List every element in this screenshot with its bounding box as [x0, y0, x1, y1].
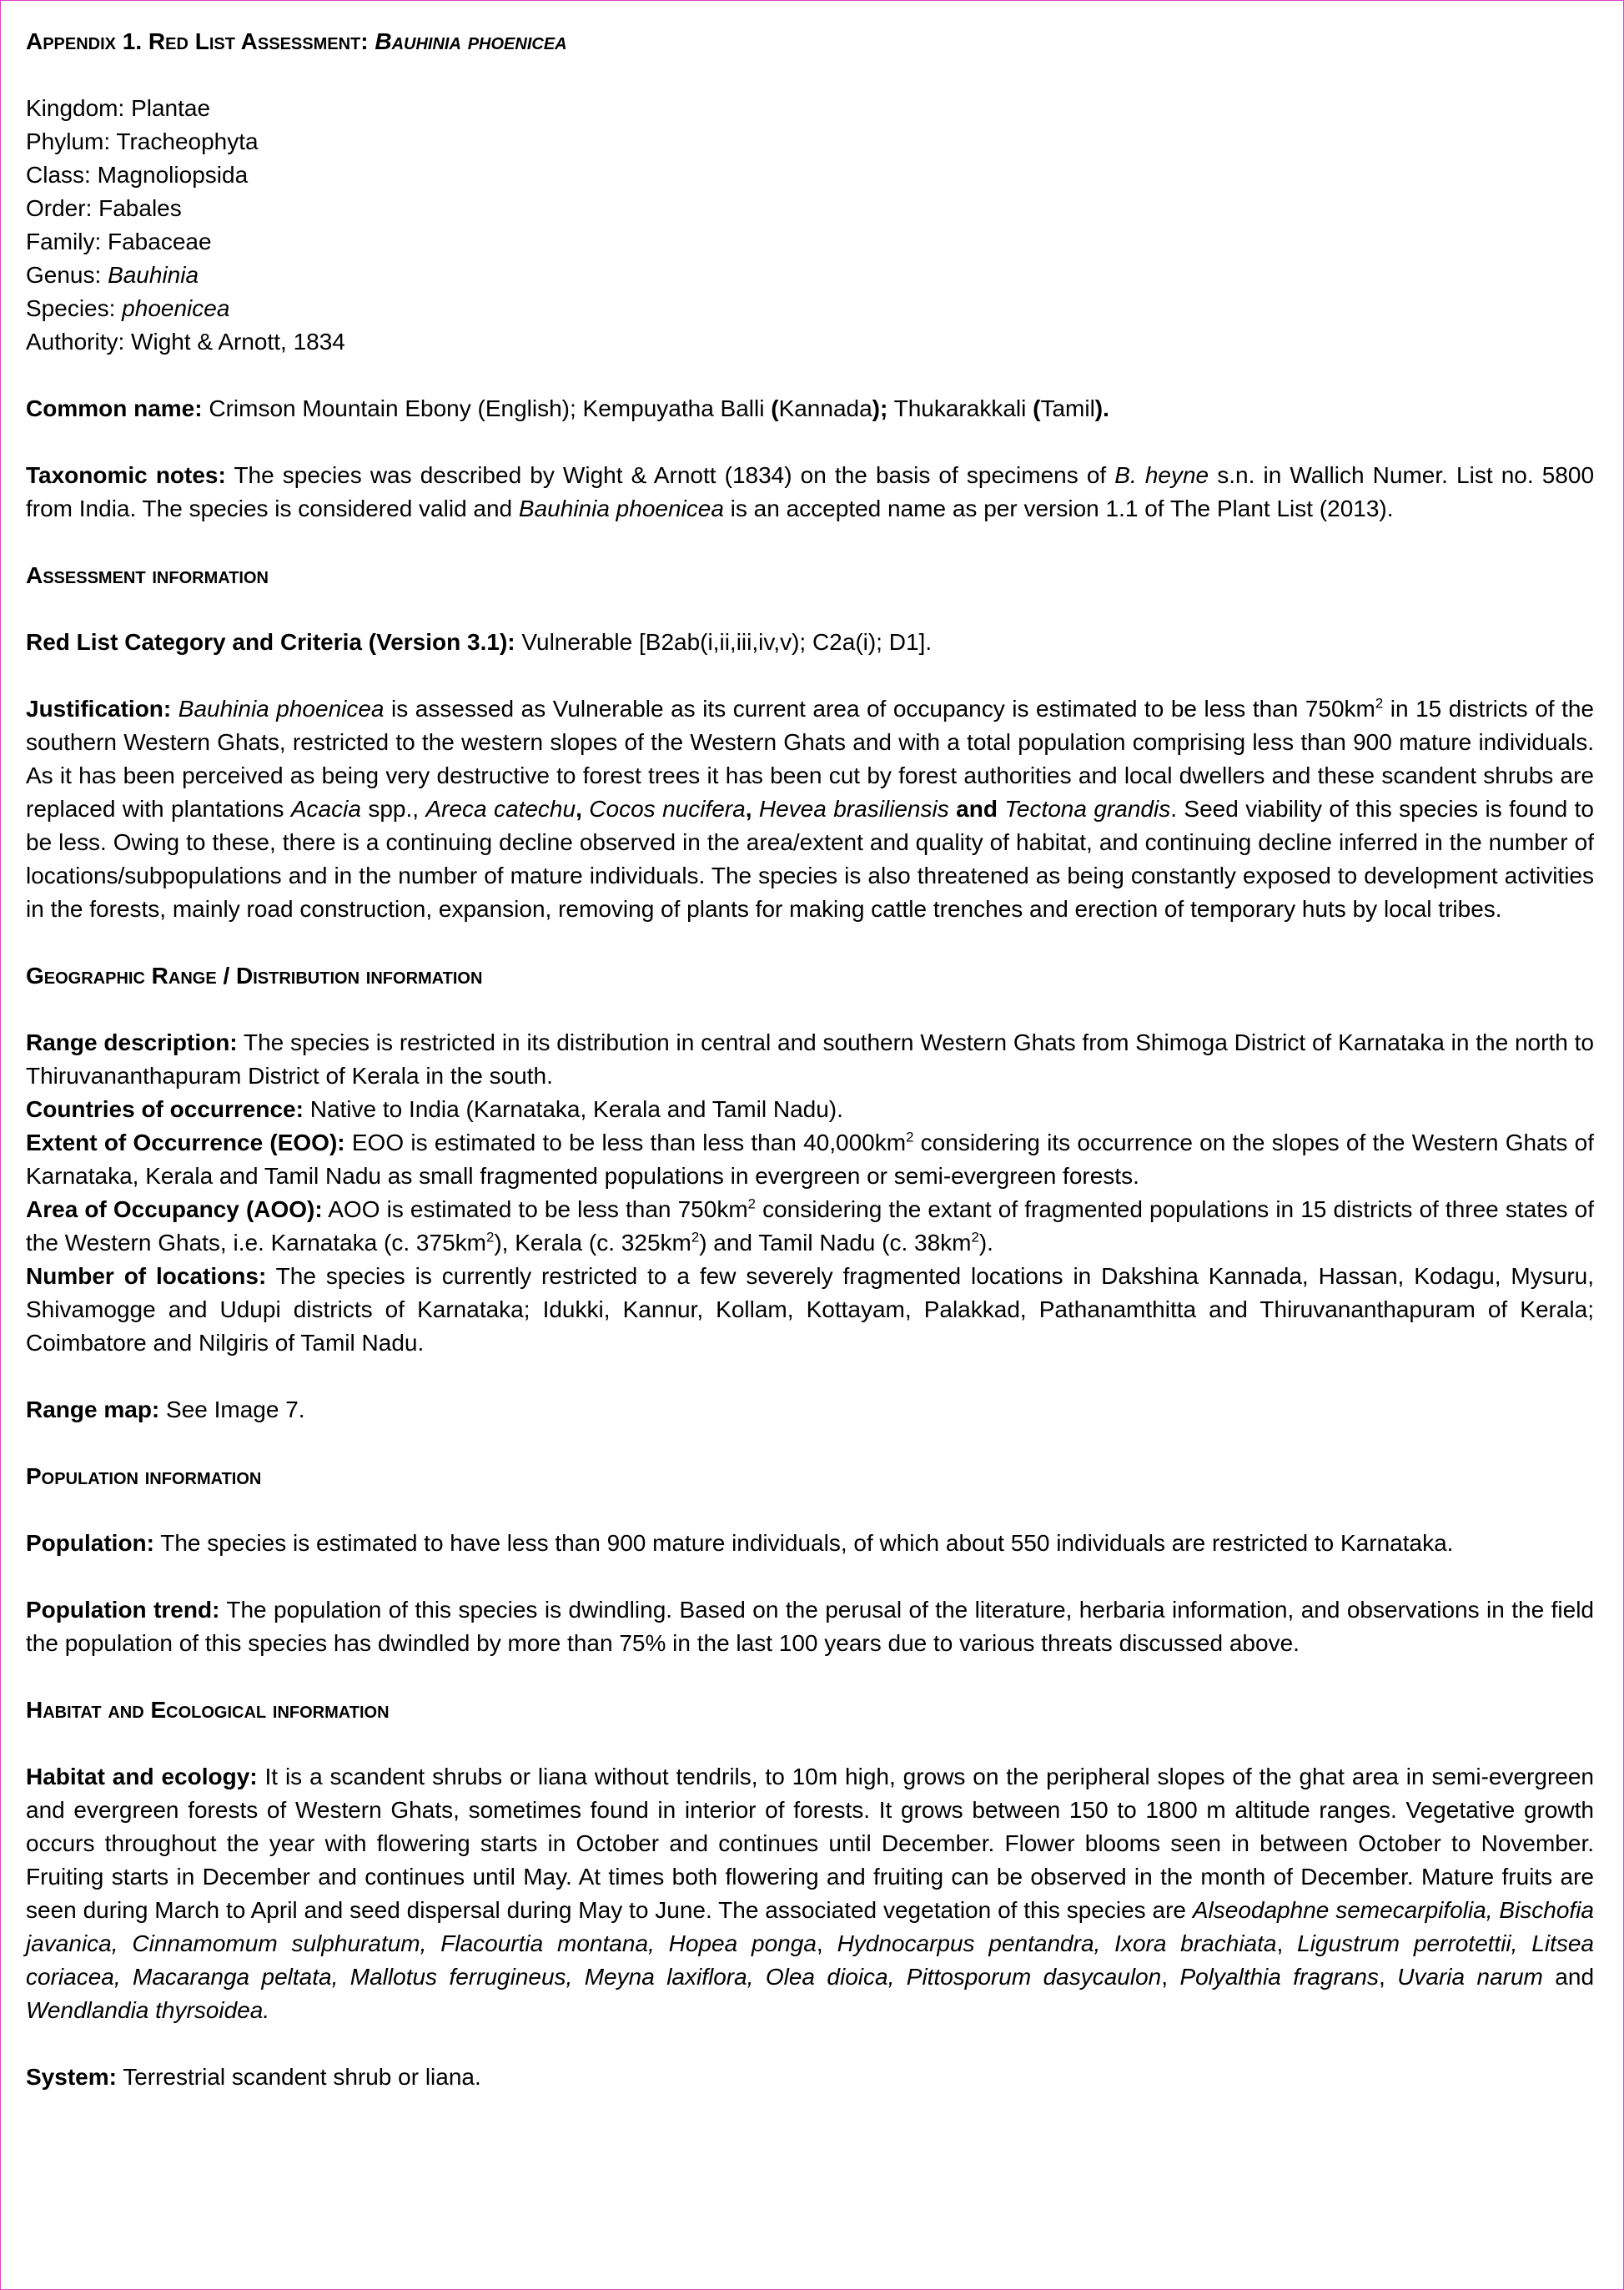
- common-name: Common name: Crimson Mountain Ebony (English); Kempuyatha Balli (Kannada); Thukarakkali (Tamil).: [26, 395, 1109, 421]
- population-trend: Population trend: The population of this species is dwindling. Based on the perusal of the literature, herbaria information, and observations in the field the population of this species has dwindled by more than 75% in the last 100 years due to various threats discussed above.: [26, 1597, 1594, 1656]
- extent-of-occurrence: Extent of Occurrence (EOO): EOO is estimated to be less than less than $40,000km^2$ considering its occurrence on the slopes of the Western Ghats of Karnataka, Kerala and Tamil Nadu as small fragmented populations in evergreen or semi-evergreen forests.: [26, 1129, 1595, 1189]
- taxonomy-phylum: Phylum: Tracheophyta: [26, 128, 259, 154]
- document-body: [26, 25, 1594, 2094]
- taxonomy-authority: Authority: Wight & Arnott, 1834: [26, 329, 345, 355]
- taxonomic-notes: Taxonomic notes: The species was described by Wight & Arnott (1834) on the basis of specimens of B. heyne s.n. in Wallich Numer. List no. 5800 from India. The species is considered valid and Bauhinia phoenicea is an accepted name as per version 1.1 of The Plant List (2013).: [26, 462, 1595, 521]
- population: Population: The species is estimated to have less than 900 mature individuals, of which about 550 individuals are restricted to Karnataka.: [26, 1530, 1454, 1556]
- taxonomy-genus: Genus: Bauhinia: [26, 262, 199, 288]
- habitat-and-ecology: Habitat and ecology: It is a scandent shrubs or liana without tendrils, to 10m high, grows on the peripheral slopes of the ghat area in semi-evergreen and evergreen forests of Western Ghats, sometimes found in interior of forests. It grows between 150 to 1800 m altitude ranges. Vegetative growth occurs throughout the year with flowering starts in October and continues until December. Flower blooms seen in between October to November. Fruiting starts in December and continues until May. At times both flowering and fruiting can be observed in the month of December. Mature fruits are seen during March to April and seed dispersal during May to June. The associated vegetation of this species are Alseodaphne semecarpifolia, Bischofia javanica, Cinnamomum sulphuratum, Flacourtia montana, Hopea ponga, Hydnocarpus pentandra, Ixora brachiata, Ligustrum perrotettii, Litsea coriacea, Macaranga peltata, Mallotus ferrugineus, Meyna laxiflora, Olea dioica, Pittosporum dasycaulon, Polyalthia fragrans, Uvaria narum and Wendlandia thyrsoidea.: [26, 1764, 1595, 2023]
- habitat-heading: Habitat and Ecological information: [26, 1697, 390, 1723]
- assessment-heading: Assessment information: [26, 562, 269, 588]
- taxonomy-kingdom: Kingdom: Plantae: [26, 95, 211, 121]
- title-species: Bauhinia phoenicea: [375, 28, 567, 54]
- taxonomy-order: Order: Fabales: [26, 195, 182, 221]
- taxonomy-species: Species: phoenicea: [26, 295, 230, 321]
- range-description: Range description: The species is restricted in its distribution in central and southern Western Ghats from Shimoga District of Karnataka in the north to Thiruvananthapuram District of Kerala in the south.: [26, 1029, 1594, 1089]
- justification: Justification: Bauhinia phoenicea is assessed as Vulnerable as its current area of occupancy is estimated to be less than $750km^2$ in 15 districts of the southern Western Ghats, restricted to the western slopes of the Western Ghats and with a total population comprising less than 900 mature individuals. As it has been perceived as being very destructive to forest trees it has been cut by forest authorities and local dwellers and these scandent shrubs are replaced with plantations Acacia spp., Areca catechu, Cocos nucifera, Hevea brasiliensis and Tectona grandis. Seed viability of this species is found to be less. Owing to these, there is a continuing decline observed in the area/extent and quality of habitat, and continuing decline inferred in the number of locations/subpopulations and in the number of mature individuals. The species is also threatened as being constantly exposed to development activities in the forests, mainly road construction, expansion, removing of plants for making cattle trenches and erection of temporary huts by local tribes.: [26, 695, 1595, 922]
- range-map: Range map: See Image 7.: [26, 1397, 305, 1422]
- area-of-occupancy: Area of Occupancy (AOO): AOO is estimated to be less than $750km^2$ considering the extant of fragmented populations in 15 districts of three states of the Western Ghats, i.e. Karnataka (c. $375km^2$), Kerala (c. $325km^2$) and Tamil Nadu (c. $38km^2$).: [26, 1195, 1594, 1256]
- red-list-category: Red List Category and Criteria (Version 3.1): Vulnerable [B2ab(i,ii,iii,iv,v); C2a(i); D1].: [26, 629, 933, 655]
- taxonomy-list: [26, 92, 1594, 359]
- number-of-locations: Number of locations: The species is currently restricted to a few severely fragmented locations in Dakshina Kannada, Hassan, Kodagu, Mysuru, Shivamogge and Udupi districts of Karnataka; Idukki, Kannur, Kollam, Kottayam, Palakkad, Pathanamthitta and Thiruvananthapuram of Kerala; Coimbatore and Nilgiris of Tamil Nadu.: [26, 1263, 1594, 1356]
- system: System: Terrestrial scandent shrub or liana.: [26, 2064, 481, 2090]
- geographic-heading: Geographic Range / Distribution information: [26, 963, 483, 989]
- countries-of-occurrence: Countries of occurrence: Native to India (Karnataka, Kerala and Tamil Nadu).: [26, 1096, 843, 1122]
- appendix-title: Appendix 1. Red List Assessment: Bauhinia phoenicea: [26, 28, 567, 54]
- taxonomy-class: Class: Magnoliopsida: [26, 162, 249, 188]
- taxonomy-family: Family: Fabaceae: [26, 229, 212, 254]
- population-heading: Population information: [26, 1463, 262, 1489]
